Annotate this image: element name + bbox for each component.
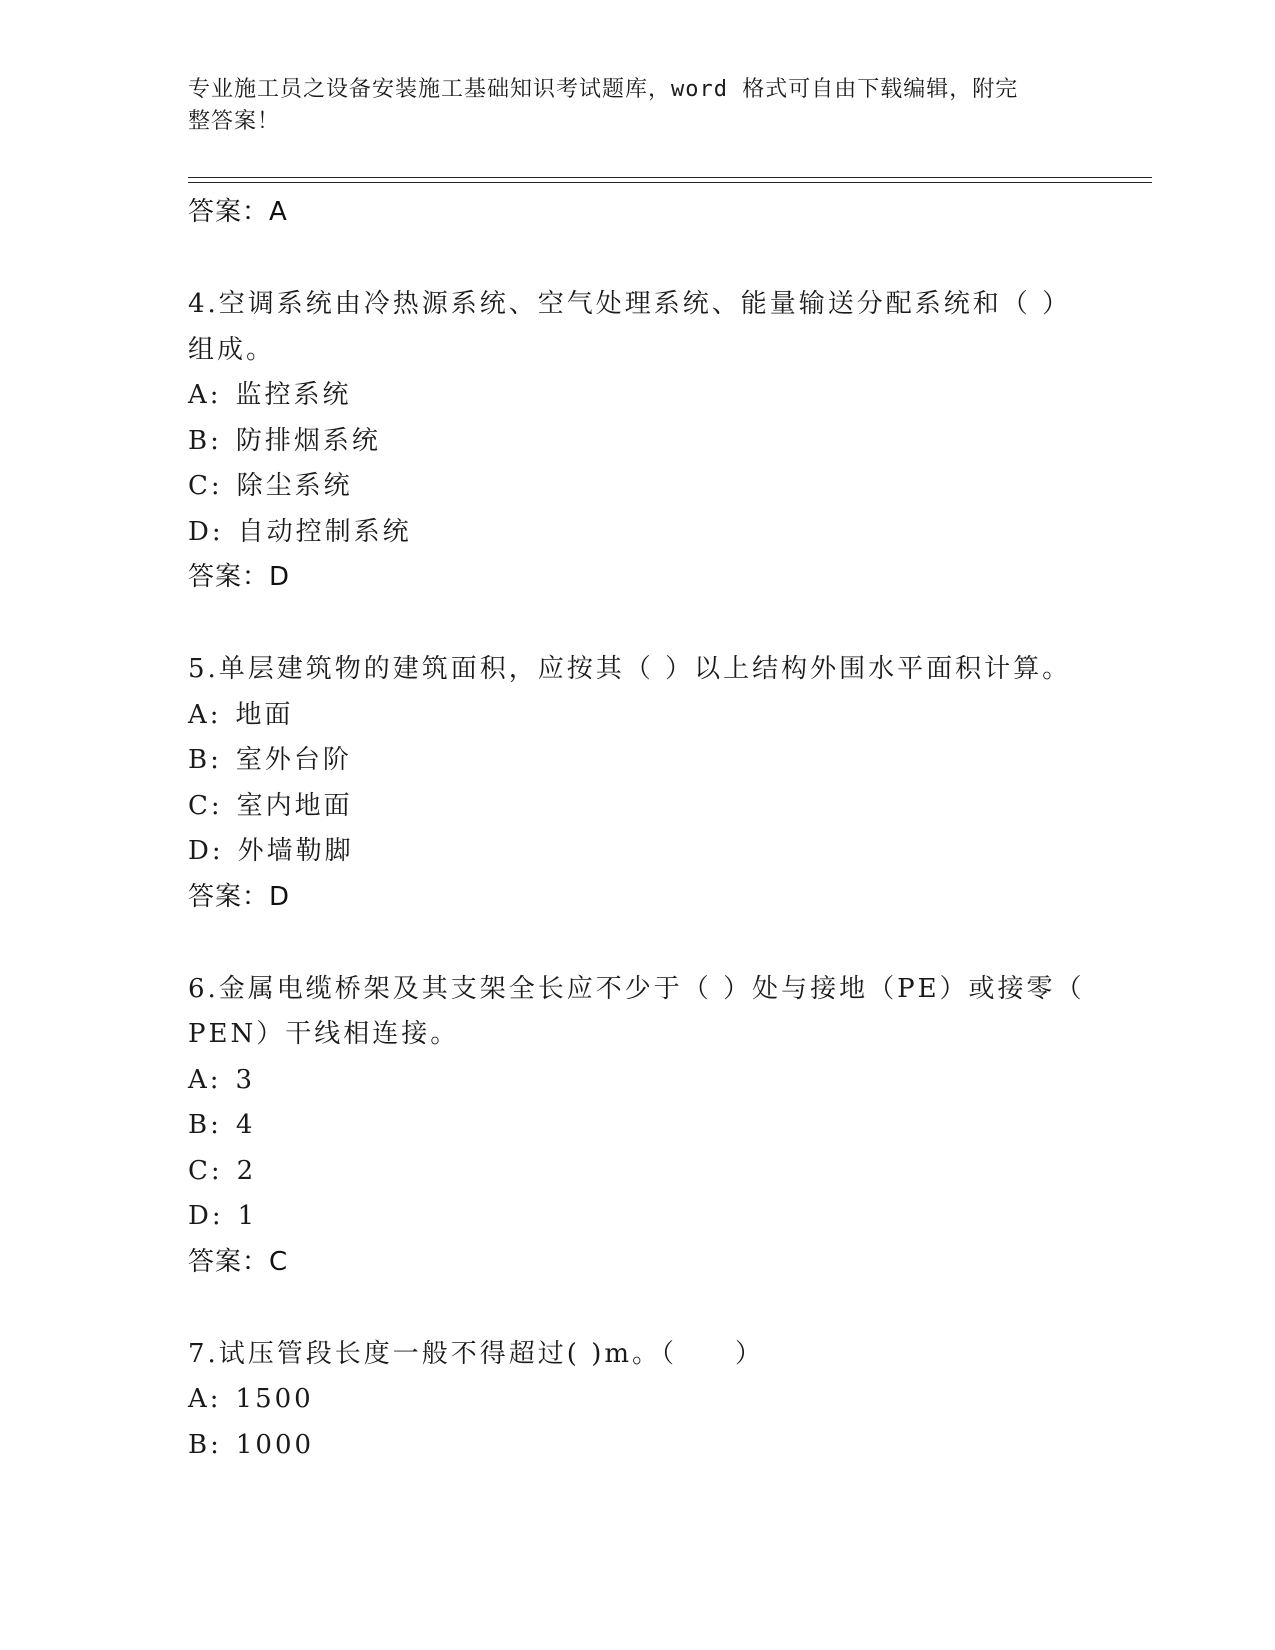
answer-line: 答案：D: [188, 881, 291, 912]
option-letter: A:: [188, 1064, 222, 1095]
option-letter: D:: [188, 1201, 224, 1231]
option-text: 外墙勒脚: [237, 836, 354, 866]
option-text: 监控系统: [235, 380, 352, 410]
option-text: 自动控制系统: [237, 516, 412, 547]
question-text: 7.试压管段长度一般不得超过( )m。（ ）: [188, 1338, 765, 1369]
question-text: 组成。: [188, 334, 276, 365]
option-letter: A:: [188, 1384, 222, 1414]
question-text: 4.空调系统由冷热源系统、空气处理系统、能量输送分配系统和（ ）: [188, 289, 1072, 319]
option-text: 1: [237, 1201, 258, 1231]
option-letter: D:: [188, 836, 224, 866]
option-letter: B:: [188, 1110, 222, 1140]
option-c: [188, 464, 1148, 510]
option-c: [188, 784, 1148, 830]
option-a: [188, 1058, 1148, 1104]
option-c: [188, 1149, 1148, 1195]
option-a: [188, 1377, 1148, 1423]
option-letter: C:: [188, 790, 223, 821]
spacer: [188, 920, 1148, 967]
option-letter: C:: [188, 1155, 223, 1186]
option-d: [188, 829, 1148, 875]
question-block-4: [188, 282, 1148, 600]
answer-line: 答案：C: [188, 1246, 289, 1277]
option-b: [188, 1103, 1148, 1149]
option-letter: B:: [188, 425, 222, 456]
option-text: 3: [235, 1064, 256, 1095]
option-d: [188, 510, 1148, 556]
option-b: [188, 1423, 1148, 1469]
question-block-7: [188, 1332, 1148, 1469]
question-text: PEN）干线相连接。: [188, 1019, 460, 1049]
previous-answer: 答案：A: [188, 197, 288, 227]
option-text: 室外台阶: [235, 745, 352, 775]
option-text: 2: [236, 1155, 257, 1186]
option-b: [188, 419, 1148, 465]
option-b: [188, 738, 1148, 784]
question-text: 5.单层建筑物的建筑面积，应按其（ ）以上结构外围水平面积计算。: [188, 654, 1072, 684]
option-text: 1500: [235, 1384, 314, 1414]
option-text: 室内地面: [236, 790, 353, 821]
option-text: 防排烟系统: [235, 425, 381, 456]
header-divider-bottom: [188, 182, 1152, 183]
option-letter: B:: [188, 745, 222, 775]
question-list: [188, 190, 1148, 1468]
option-letter: A:: [188, 380, 222, 410]
header-line-1: 专业施工员之设备安装施工基础知识考试题库，word 格式可自由下载编辑，附完: [188, 77, 1019, 102]
document-header: [188, 74, 1088, 138]
header-divider-top: [188, 177, 1152, 178]
spacer: [188, 600, 1148, 647]
spacer: [188, 235, 1148, 282]
option-text: 地面: [235, 699, 294, 730]
option-letter: D:: [188, 516, 224, 547]
spacer: [188, 1285, 1148, 1332]
option-a: [188, 373, 1148, 419]
question-block-5: [188, 647, 1148, 920]
option-a: [188, 693, 1148, 739]
question-text: 6.金属电缆桥架及其支架全长应不少于（ ）处与接地（PE）或接零（: [188, 973, 1085, 1004]
question-block-6: [188, 967, 1148, 1285]
option-d: [188, 1194, 1148, 1240]
option-letter: A:: [188, 699, 222, 730]
option-text: 1000: [235, 1429, 315, 1460]
header-line-2: 整答案！: [188, 109, 281, 134]
option-text: 4: [235, 1110, 256, 1140]
option-letter: C:: [188, 471, 223, 501]
option-letter: B:: [188, 1429, 222, 1460]
option-text: 除尘系统: [236, 471, 353, 501]
answer-line: 答案：D: [188, 562, 291, 592]
